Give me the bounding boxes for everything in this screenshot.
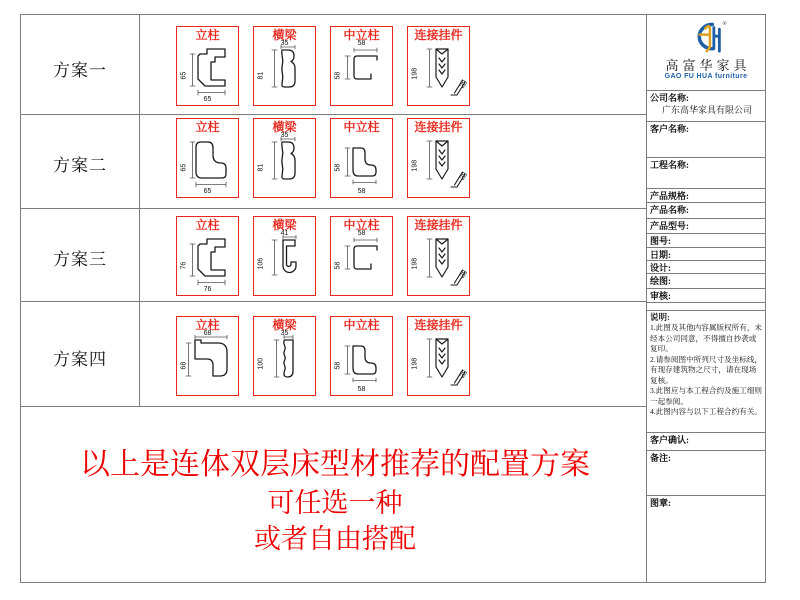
dim-top: 35 [280, 40, 289, 47]
scheme-2-label: 方案二 [53, 156, 107, 175]
dim-left: 65 [180, 163, 187, 172]
registered-mark: ® [722, 21, 727, 28]
field-value: 广东高华家具有限公司 [662, 105, 753, 115]
brand-name-cn: 高富华家具 [665, 58, 751, 73]
field-customer-name [647, 122, 765, 158]
dim-diagonal: 28 [458, 171, 469, 182]
dim-top: 58 [357, 230, 366, 237]
recommendation-line-3: 或者自由搭配 [254, 524, 416, 554]
dim-bottom: 65 [203, 96, 212, 103]
field-design [647, 261, 765, 274]
field-project-name [647, 158, 765, 189]
field-label: 设计: [650, 263, 671, 273]
dim-diagonal: 28 [458, 369, 469, 380]
profile-label: 立柱 [195, 218, 220, 232]
recommendation-line-2: 可任选一种 [267, 488, 403, 518]
scheme-4-profiles [176, 316, 470, 396]
beam-profile-icon [257, 235, 313, 289]
profile-box-mid-column [330, 118, 393, 198]
hanger-profile-icon [411, 235, 467, 289]
column-profile-icon [180, 45, 236, 99]
dim-left: 198 [411, 159, 418, 172]
spacer-row [647, 303, 765, 311]
dim-left: 198 [411, 257, 418, 270]
dim-left: 198 [411, 357, 418, 370]
field-draft [647, 274, 765, 289]
dim-left: 76 [180, 261, 187, 270]
hanger-profile-icon [411, 335, 467, 389]
profile-box-beam [253, 216, 316, 296]
beam-profile-icon [257, 335, 313, 389]
field-customer-confirm [647, 433, 765, 451]
note-item: 3.此图应与本工程合约及施工细则一起参阅。 [650, 386, 763, 406]
profile-figure [334, 40, 390, 101]
profile-figure [180, 135, 236, 193]
profile-box-hanger [407, 316, 470, 396]
profile-box-column [176, 26, 239, 106]
profile-figure [257, 230, 313, 291]
hanger-profile-icon [411, 45, 467, 99]
profile-label: 连接挂件 [414, 318, 463, 332]
field-label: 审核: [650, 291, 671, 301]
scheme-3-label: 方案三 [53, 250, 107, 269]
scheme-1-label: 方案一 [53, 61, 107, 80]
dim-diagonal: 28 [458, 79, 469, 90]
profile-label: 连接挂件 [414, 28, 463, 42]
note-item: 4.此图内容与以下工程合约有关。 [650, 407, 763, 416]
dim-left: 81 [257, 163, 264, 172]
profile-figure [334, 135, 390, 193]
profile-figure [180, 233, 236, 291]
scheme-3-profiles [176, 216, 470, 296]
profile-box-beam [253, 316, 316, 396]
recommendation-note [21, 418, 649, 584]
scheme-2-profiles [176, 118, 470, 198]
notes-title: 说明: [650, 312, 670, 322]
field-label: 公司名称: [650, 93, 689, 103]
dim-top: 35 [280, 330, 289, 337]
drawing-table [20, 14, 648, 583]
dim-left: 58 [334, 163, 341, 172]
field-date [647, 248, 765, 261]
profile-label: 连接挂件 [414, 218, 463, 232]
profile-figure [334, 333, 390, 391]
dim-top: 68 [203, 330, 212, 337]
field-seal [647, 496, 765, 582]
field-remarks [647, 451, 765, 496]
field-company-name [647, 91, 765, 122]
row-divider [21, 208, 647, 209]
dim-left: 58 [334, 261, 341, 270]
profile-label: 立柱 [195, 120, 220, 134]
profile-label: 连接挂件 [414, 120, 463, 134]
dim-left: 100 [257, 357, 264, 370]
profile-box-beam [253, 118, 316, 198]
field-label: 绘图: [650, 276, 671, 286]
profile-label: 横梁 [272, 218, 297, 232]
profile-box-column [176, 216, 239, 296]
dim-left: 106 [257, 257, 264, 270]
dim-top: 41 [280, 230, 289, 237]
profile-box-column [176, 316, 239, 396]
logo-section [647, 15, 765, 91]
profile-figure [334, 230, 390, 291]
dim-bottom: 76 [203, 286, 212, 293]
dim-top: 35 [280, 132, 289, 139]
field-product-name [647, 203, 765, 219]
profile-label: 立柱 [195, 28, 220, 42]
profile-label: 中立柱 [343, 218, 380, 232]
dim-left: 81 [257, 71, 264, 80]
field-label: 产品型号: [650, 221, 689, 231]
field-label: 产品规格: [650, 191, 689, 201]
recommendation-line-1: 以上是连体双层床型材推荐的配置方案 [80, 448, 590, 481]
row-divider [21, 406, 647, 407]
profile-label: 中立柱 [343, 318, 380, 332]
scheme-1-profiles [176, 26, 470, 106]
profile-box-hanger [407, 118, 470, 198]
row-divider [21, 114, 647, 115]
dim-left: 68 [180, 361, 187, 370]
field-drawing-no [647, 234, 765, 248]
profile-label: 横梁 [272, 318, 297, 332]
profile-figure [257, 132, 313, 193]
company-logo-icon [684, 17, 728, 57]
field-label: 日期: [650, 250, 671, 260]
scheme-column-divider [139, 15, 140, 406]
dim-left: 58 [334, 71, 341, 80]
mid-column-profile-icon [334, 45, 390, 99]
field-label: 图号: [650, 236, 671, 246]
notes-section [647, 311, 765, 433]
profile-label: 横梁 [272, 28, 297, 42]
note-item: 2.请参阅图中所列尺寸及坐标线，有现存建筑物之尺寸，请在现场复核。 [650, 354, 763, 385]
field-label: 图章: [650, 498, 671, 508]
dim-bottom: 58 [357, 188, 366, 195]
beam-profile-icon [257, 137, 313, 191]
dim-diagonal: 28 [458, 269, 469, 280]
mid-column-profile-icon [334, 137, 390, 191]
beam-profile-icon [257, 45, 313, 99]
dim-left: 58 [334, 361, 341, 370]
dim-left: 198 [411, 67, 418, 80]
field-label: 备注: [650, 453, 671, 463]
dim-top: 58 [357, 40, 366, 47]
dim-bottom: 65 [203, 188, 212, 195]
field-label: 产品名称: [650, 205, 689, 215]
dim-left: 65 [180, 71, 187, 80]
field-product-spec [647, 189, 765, 203]
profile-figure [257, 40, 313, 101]
profile-figure [180, 43, 236, 101]
profile-box-mid-column [330, 26, 393, 106]
profile-box-mid-column [330, 316, 393, 396]
profile-box-hanger [407, 216, 470, 296]
scheme-4-label: 方案四 [53, 350, 107, 369]
dim-bottom: 58 [357, 386, 366, 393]
profile-box-beam [253, 26, 316, 106]
profile-figure [180, 330, 236, 391]
mid-column-profile-icon [334, 335, 390, 389]
row-divider [21, 301, 647, 302]
profile-figure [257, 330, 313, 391]
profile-figure [411, 135, 467, 193]
title-block [646, 14, 766, 583]
notes-list [650, 323, 762, 418]
field-product-model [647, 219, 765, 234]
mid-column-profile-icon [334, 235, 390, 289]
field-label: 工程名称: [650, 160, 689, 170]
profile-label: 中立柱 [343, 28, 380, 42]
profile-box-hanger [407, 26, 470, 106]
profile-figure [411, 43, 467, 101]
column-profile-icon [180, 335, 236, 389]
column-profile-icon [180, 137, 236, 191]
brand-name-en: GAO FU HUA furniture [664, 73, 748, 80]
field-label: 客户名称: [650, 124, 689, 134]
column-profile-icon [180, 235, 236, 289]
profile-box-mid-column [330, 216, 393, 296]
note-item: 1.此图及其他内容属版权所有，未经本公司同意，不得擅自抄袭或复印。 [650, 323, 763, 353]
field-review [647, 289, 765, 303]
hanger-profile-icon [411, 137, 467, 191]
profile-label: 立柱 [195, 318, 220, 332]
profile-label: 中立柱 [343, 120, 380, 134]
profile-label: 横梁 [272, 120, 297, 134]
profile-figure [411, 333, 467, 391]
field-label: 客户确认: [650, 435, 689, 445]
profile-box-column [176, 118, 239, 198]
profile-figure [411, 233, 467, 291]
